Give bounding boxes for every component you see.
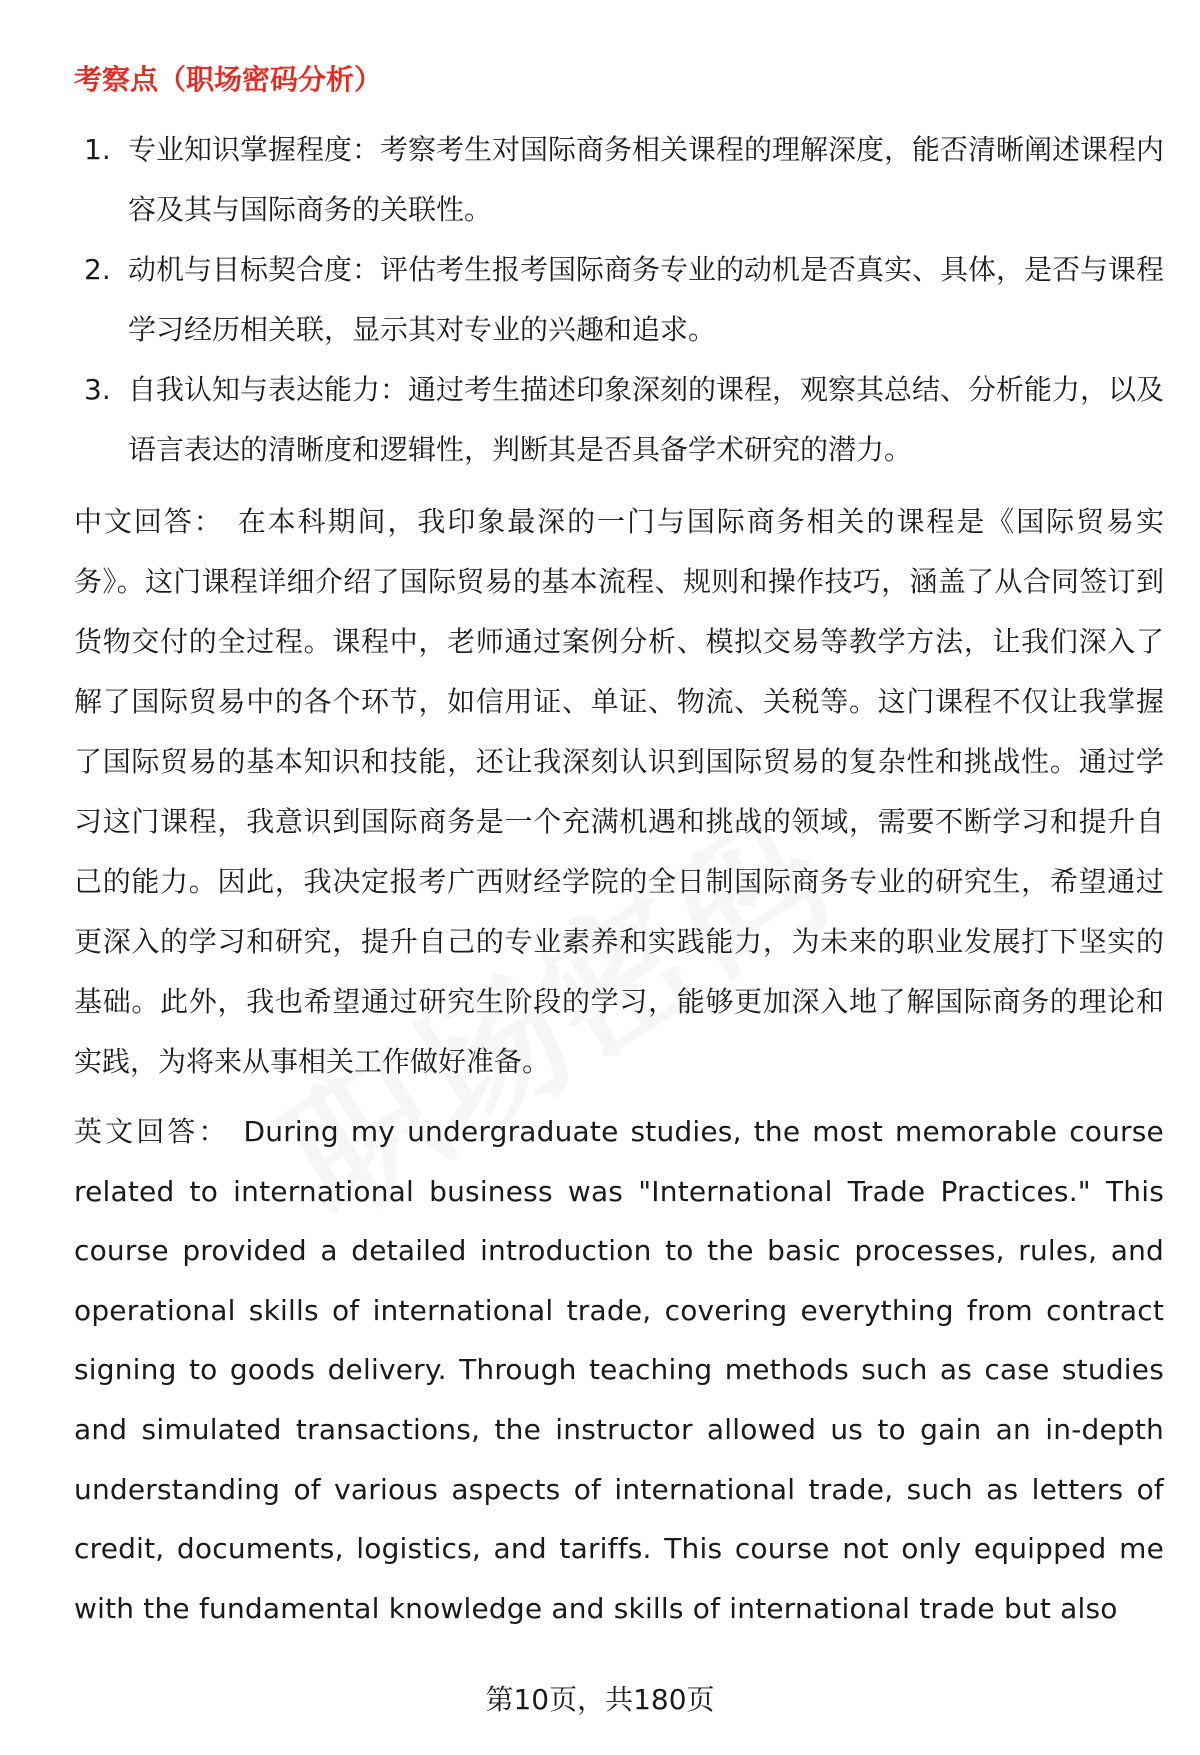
english-answer-paragraph: [74, 1102, 1164, 1638]
page-number-footer: 第10页，共180页: [485, 1683, 715, 1716]
chinese-answer-label: 中文回答：: [74, 505, 224, 538]
english-answer-text: During my undergraduate studies, the most memorable course related to international business was "International Trade Practices." This course provided a detailed introduction to the basic processes, rules, and operational skills of international trade, covering everything from contract signing to goods delivery. Through teaching methods such as case studies and simulated transactions, the instructor allowed us to gain an in-depth understanding of various aspects of international trade, such as letters of credit, documents, logistics, and tariffs. This course not only equipped me with the fundamental knowledge and skills of international trade but also: [74, 1115, 1164, 1625]
list-item-text: 专业知识掌握程度：考察考生对国际商务相关课程的理解深度，能否清晰阐述课程内容及其与国际商务的关联性。: [128, 133, 1165, 226]
chinese-answer-text: 在本科期间，我印象最深的一门与国际商务相关的课程是《国际贸易实务》。这门课程详细介绍了国际贸易的基本流程、规则和操作技巧，涵盖了从合同签订到货物交付的全过程。课程中，老师通过案例分析、模拟交易等教学方法，让我们深入了解了国际贸易中的各个环节，如信用证、单证、物流、关税等。这门课程不仅让我掌握了国际贸易的基本知识和技能，还让我深刻认识到国际贸易的复杂性和挑战性。通过学习这门课程，我意识到国际商务是一个充满机遇和挑战的领域，需要不断学习和提升自己的能力。因此，我决定报考广西财经学院的全日制国际商务专业的研究生，希望通过更深入的学习和研究，提升自己的专业素养和实践能力，为未来的职业发展打下坚实的基础。此外，我也希望通过研究生阶段的学习，能够更加深入地了解国际商务的理论和实践，为将来从事相关工作做好准备。: [74, 505, 1164, 1078]
list-item-text: 动机与目标契合度：评估考生报考国际商务专业的动机是否真实、具体，是否与课程学习经历相关联，显示其对专业的兴趣和追求。: [128, 253, 1165, 346]
list-item: [74, 240, 1164, 360]
assessment-points-list: [74, 120, 1164, 480]
list-item-text: 自我认知与表达能力：通过考生描述印象深刻的课程，观察其总结、分析能力，以及语言表达的清晰度和逻辑性，判断其是否具备学术研究的潜力。: [128, 373, 1165, 466]
section-title: 考察点（职场密码分析）: [74, 63, 383, 96]
list-item-number: 3.: [84, 373, 111, 406]
list-item: [74, 360, 1164, 480]
list-item-number: 1.: [84, 133, 111, 166]
chinese-answer-paragraph: [74, 492, 1164, 1092]
document-page: [74, 52, 1164, 1638]
list-item-number: 2.: [84, 253, 111, 286]
english-answer-label: 英文回答：: [74, 1115, 230, 1148]
list-item: [74, 120, 1164, 240]
